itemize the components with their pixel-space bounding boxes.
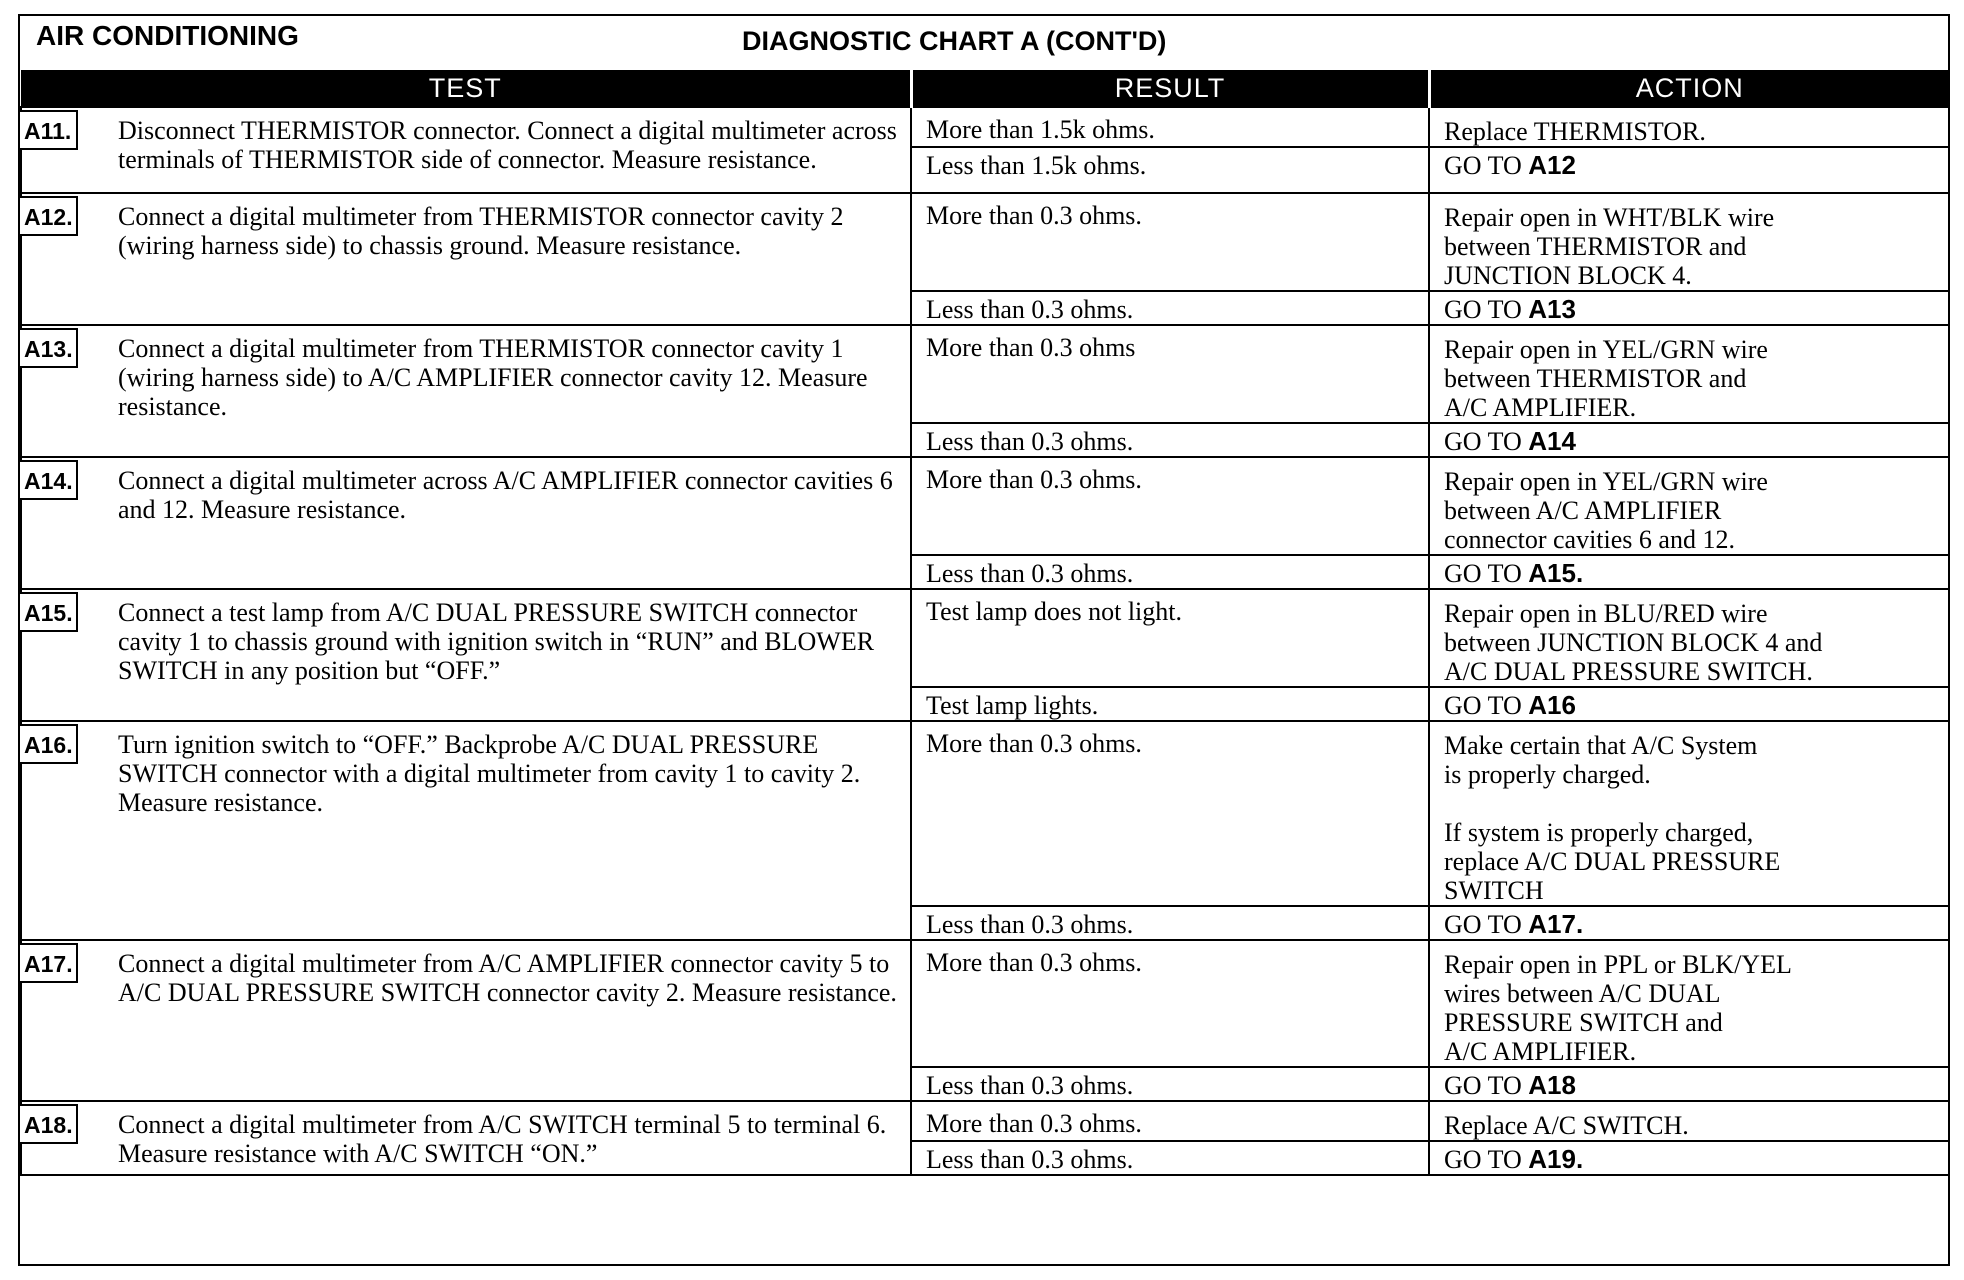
action-line: PRESSURE SWITCH and	[1444, 1008, 1723, 1037]
diagnostic-steps	[21, 107, 1949, 1175]
step-row	[21, 721, 1949, 906]
action-line: JUNCTION BLOCK 4.	[1444, 261, 1692, 290]
result-cell: More than 0.3 ohms.	[911, 721, 1429, 906]
column-header-row	[21, 70, 1949, 107]
test-cell	[21, 940, 911, 1101]
diagnostic-table	[20, 70, 1950, 1176]
test-cell	[21, 325, 911, 457]
goto-step-link: A12	[1528, 150, 1576, 180]
step-id-tab: A17.	[20, 943, 78, 983]
step-id-tab: A18.	[20, 1104, 78, 1144]
action-line: Repair open in PPL or BLK/YEL	[1444, 950, 1792, 979]
action-cell	[1429, 555, 1949, 589]
result-cell: Less than 1.5k ohms.	[911, 147, 1429, 193]
goto-step-link: A13	[1528, 294, 1576, 324]
result-cell: More than 0.3 ohms.	[911, 1101, 1429, 1141]
test-instruction: Connect a digital multimeter from A/C AMPLIFIER connector cavity 5 to A/C DUAL PRESSURE SWITCH connector cavity 2. Measure resistance.	[118, 949, 897, 1007]
action-cell	[1429, 940, 1949, 1067]
test-cell	[21, 1101, 911, 1175]
step-id-tab: A12.	[20, 196, 78, 236]
goto-label: GO TO	[1444, 151, 1529, 180]
result-cell: Less than 0.3 ohms.	[911, 291, 1429, 325]
result-cell: More than 1.5k ohms.	[911, 107, 1429, 147]
goto-label: GO TO	[1444, 427, 1529, 456]
action-line: replace A/C DUAL PRESSURE	[1444, 847, 1781, 876]
goto-label: GO TO	[1444, 1071, 1529, 1100]
step-row	[21, 1101, 1949, 1141]
action-cell	[1429, 423, 1949, 457]
goto-step-link: A14	[1528, 426, 1576, 456]
action-line: connector cavities 6 and 12.	[1444, 525, 1735, 554]
section-title: AIR CONDITIONING	[36, 20, 299, 51]
action-line: between A/C AMPLIFIER	[1444, 496, 1722, 525]
action-line: between JUNCTION BLOCK 4 and	[1444, 628, 1823, 657]
action-cell	[1429, 325, 1949, 423]
action-line: If system is properly charged,	[1444, 818, 1754, 847]
goto-label: GO TO	[1444, 910, 1529, 939]
result-cell: Less than 0.3 ohms.	[911, 906, 1429, 940]
action-cell	[1429, 1067, 1949, 1101]
step-row	[21, 589, 1949, 687]
action-line: A/C AMPLIFIER.	[1444, 393, 1637, 422]
step-row	[21, 107, 1949, 147]
goto-label: GO TO	[1444, 1145, 1529, 1174]
test-instruction: Connect a digital multimeter from THERMISTOR connector cavity 1 (wiring harness side) to A/C AMPLIFIER connector cavity 12. Measure resistance.	[118, 334, 868, 421]
action-cell	[1429, 107, 1949, 147]
result-cell: Test lamp does not light.	[911, 589, 1429, 687]
action-line: between THERMISTOR and	[1444, 232, 1747, 261]
action-line: is properly charged.	[1444, 760, 1651, 789]
action-cell	[1429, 147, 1949, 193]
test-instruction: Connect a test lamp from A/C DUAL PRESSURE SWITCH connector cavity 1 to chassis ground with ignition switch in “RUN” and BLOWER SWITCH in any position but “OFF.”	[118, 598, 875, 685]
step-id-tab: A14.	[20, 460, 78, 500]
result-cell: Test lamp lights.	[911, 687, 1429, 721]
action-cell	[1429, 1141, 1949, 1175]
goto-step-link: A15.	[1528, 558, 1584, 588]
goto-step-link: A19.	[1528, 1144, 1584, 1174]
result-cell: More than 0.3 ohms.	[911, 193, 1429, 291]
action-line: A/C AMPLIFIER.	[1444, 1037, 1637, 1066]
action-line: wires between A/C DUAL	[1444, 979, 1721, 1008]
action-line	[1444, 789, 1938, 818]
action-cell	[1429, 687, 1949, 721]
result-cell: Less than 0.3 ohms.	[911, 1067, 1429, 1101]
action-cell	[1429, 291, 1949, 325]
action-line: Repair open in BLU/RED wire	[1444, 599, 1768, 628]
goto-step-link: A16	[1528, 690, 1576, 720]
column-header-test: TEST	[21, 70, 911, 107]
result-cell: More than 0.3 ohms.	[911, 457, 1429, 555]
result-cell: Less than 0.3 ohms.	[911, 423, 1429, 457]
action-line: Replace A/C SWITCH.	[1444, 1111, 1689, 1140]
test-instruction: Disconnect THERMISTOR connector. Connect a digital multimeter across terminals of THERMISTOR side of connector. Measure resistance.	[118, 116, 897, 174]
action-cell	[1429, 1101, 1949, 1141]
action-line: between THERMISTOR and	[1444, 364, 1747, 393]
goto-step-link: A17.	[1528, 909, 1584, 939]
step-row	[21, 940, 1949, 1067]
test-instruction: Connect a digital multimeter from A/C SWITCH terminal 5 to terminal 6. Measure resistance with A/C SWITCH “ON.”	[118, 1110, 887, 1168]
step-row	[21, 193, 1949, 291]
step-id-tab: A15.	[20, 592, 78, 632]
action-line: Repair open in YEL/GRN wire	[1444, 335, 1768, 364]
action-line: Repair open in WHT/BLK wire	[1444, 203, 1775, 232]
step-row	[21, 325, 1949, 423]
action-line: A/C DUAL PRESSURE SWITCH.	[1444, 657, 1813, 686]
step-id-tab: A13.	[20, 328, 78, 368]
action-cell	[1429, 721, 1949, 906]
test-cell	[21, 107, 911, 193]
page-header	[20, 16, 1948, 70]
test-cell	[21, 721, 911, 940]
step-id-tab: A11.	[20, 110, 78, 150]
result-cell: Less than 0.3 ohms.	[911, 1141, 1429, 1175]
goto-label: GO TO	[1444, 691, 1529, 720]
chart-title: DIAGNOSTIC CHART A (CONT'D)	[742, 26, 1167, 56]
action-line: Replace THERMISTOR.	[1444, 117, 1706, 146]
test-instruction: Connect a digital multimeter from THERMISTOR connector cavity 2 (wiring harness side) to chassis ground. Measure resistance.	[118, 202, 844, 260]
action-line: Make certain that A/C System	[1444, 731, 1758, 760]
test-instruction: Turn ignition switch to “OFF.” Backprobe A/C DUAL PRESSURE SWITCH connector with a digital multimeter from cavity 1 to cavity 2. Measure resistance.	[118, 730, 861, 817]
action-line: Repair open in YEL/GRN wire	[1444, 467, 1768, 496]
goto-step-link: A18	[1528, 1070, 1576, 1100]
action-cell	[1429, 193, 1949, 291]
action-cell	[1429, 589, 1949, 687]
action-line: SWITCH	[1444, 876, 1544, 905]
result-cell: More than 0.3 ohms.	[911, 940, 1429, 1067]
goto-label: GO TO	[1444, 559, 1529, 588]
column-header-action: ACTION	[1429, 70, 1949, 107]
test-instruction: Connect a digital multimeter across A/C AMPLIFIER connector cavities 6 and 12. Measure resistance.	[118, 466, 893, 524]
result-cell: Less than 0.3 ohms.	[911, 555, 1429, 589]
step-row	[21, 457, 1949, 555]
result-cell: More than 0.3 ohms	[911, 325, 1429, 423]
test-cell	[21, 457, 911, 589]
step-id-tab: A16.	[20, 724, 78, 764]
action-cell	[1429, 457, 1949, 555]
diagnostic-page	[18, 14, 1950, 1266]
goto-label: GO TO	[1444, 295, 1529, 324]
column-header-result: RESULT	[911, 70, 1429, 107]
action-cell	[1429, 906, 1949, 940]
test-cell	[21, 589, 911, 721]
test-cell	[21, 193, 911, 325]
